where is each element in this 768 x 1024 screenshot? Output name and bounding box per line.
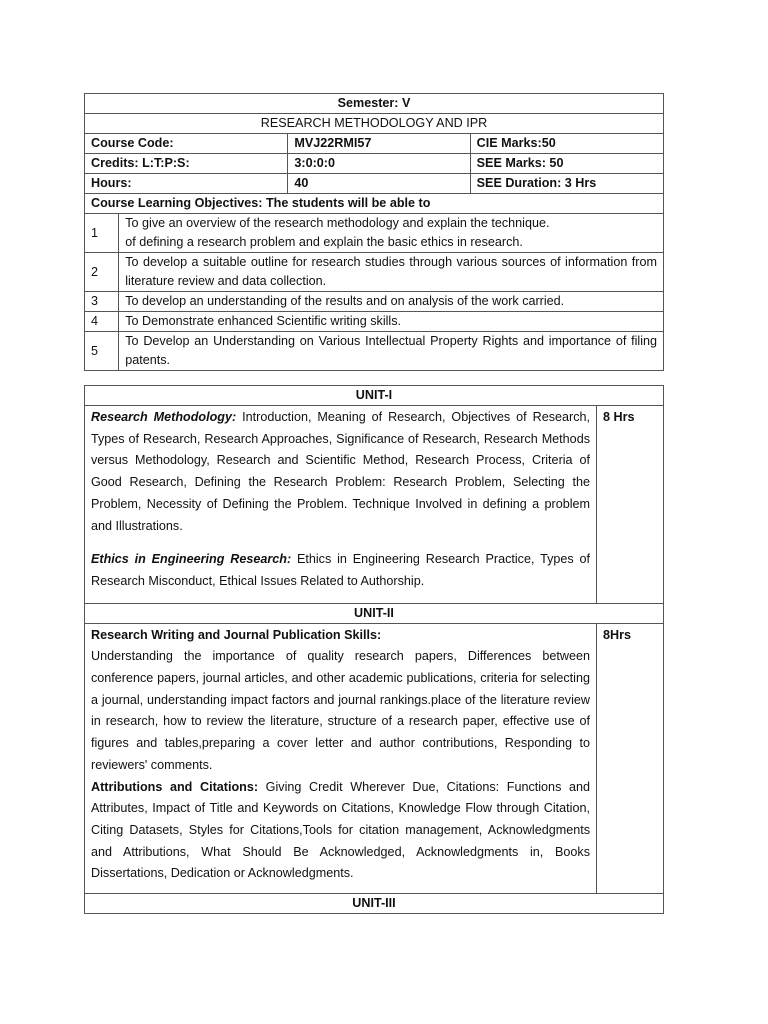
unit-title: UNIT-I	[85, 386, 664, 406]
credits-value: 3:0:0:0	[288, 154, 470, 174]
objective-row	[85, 332, 664, 371]
unit-body	[85, 623, 664, 893]
semester-label: Semester: V	[85, 94, 664, 114]
unit-content	[85, 623, 597, 893]
objective-text-line: To give an overview of the research methodology and explain the technique.	[125, 216, 550, 230]
objectives-heading: Course Learning Objectives: The students will be able to	[85, 194, 664, 214]
unit-title: UNIT-II	[85, 603, 664, 623]
unit-hours: 8Hrs	[597, 623, 664, 893]
course-code-label: Course Code:	[85, 134, 288, 154]
objective-row	[85, 292, 664, 312]
unit-topic-heading: Research Methodology:	[91, 410, 237, 424]
units-table	[84, 385, 664, 914]
objective-row	[85, 312, 664, 332]
objective-number: 5	[85, 332, 119, 371]
objective-text: To develop a suitable outline for research studies through various sources of information from literature review and data collection.	[119, 253, 664, 292]
unit-topic-heading: Ethics in Engineering Research:	[91, 552, 292, 567]
objective-text: To develop an understanding of the results and on analysis of the work carried.	[119, 292, 664, 312]
objective-text	[119, 214, 664, 253]
credits-label: Credits: L:T:P:S:	[85, 154, 288, 174]
unit-topic-text: Introduction, Meaning of Research, Objectives of Research, Types of Research, Research Approaches, Significance of Research, Research Methods versus Methodology, Research and Scientific Method, Research Process, Criteria of Good Research, Defining the Research Problem: Research Problem, Selecting the Problem, Necessity of Defining the Problem. Technique Involved in defining a problem and Illustrations.	[91, 410, 590, 533]
course-code-value: MVJ22RMI57	[288, 134, 470, 154]
objective-number: 3	[85, 292, 119, 312]
unit-topic-heading: Attributions and Citations:	[91, 779, 259, 794]
unit-content	[85, 406, 597, 604]
objective-text: To Demonstrate enhanced Scientific writing skills.	[119, 312, 664, 332]
unit-topic-text: Giving Credit Wherever Due, Citations: Functions and Attributes, Impact of Title and Keywords on Citations, Knowledge Flow through Citation, Citing Datasets, Styles for Citations,Tools for citation management, Acknowledgments and Attributions, What Should Be Acknowledged, Acknowledgments in, Books Dissertations, Dedication or Acknowledgments.	[91, 779, 590, 881]
objective-text: To Develop an Understanding on Various Intellectual Property Rights and importance of filing patents.	[119, 332, 664, 371]
hours-label: Hours:	[85, 174, 288, 194]
objective-number: 1	[85, 214, 119, 253]
unit-title: UNIT-III	[85, 894, 664, 914]
unit-topic-text: Understanding the importance of quality research papers, Differences between conference papers, journal articles, and other academic publications, criteria for selecting a journal, understanding impact factors and journal rankings.place of the literature review in research, how to review the literature, structure of a research paper, effective use of figures and tables,preparing a cover letter and author contributions, Responding to reviewers' comments.	[91, 649, 590, 772]
unit-body	[85, 406, 664, 604]
see-marks: SEE Marks: 50	[470, 154, 663, 174]
unit-topic-heading: Research Writing and Journal Publication Skills:	[91, 627, 382, 642]
hours-value: 40	[288, 174, 470, 194]
course-title: RESEARCH METHODOLOGY AND IPR	[85, 114, 664, 134]
cie-marks: CIE Marks:50	[470, 134, 663, 154]
course-header-table	[84, 93, 664, 371]
objective-number: 4	[85, 312, 119, 332]
objective-row	[85, 253, 664, 292]
objective-number: 2	[85, 253, 119, 292]
objective-text-line: of defining a research problem and explain the basic ethics in research.	[125, 235, 523, 249]
objective-row	[85, 214, 664, 253]
unit-hours: 8 Hrs	[597, 406, 664, 604]
unit-topic-text: Ethics in Engineering Research Practice, Types of Research Misconduct, Ethical Issues Related to Authorship.	[91, 552, 590, 588]
see-duration: SEE Duration: 3 Hrs	[470, 174, 663, 194]
